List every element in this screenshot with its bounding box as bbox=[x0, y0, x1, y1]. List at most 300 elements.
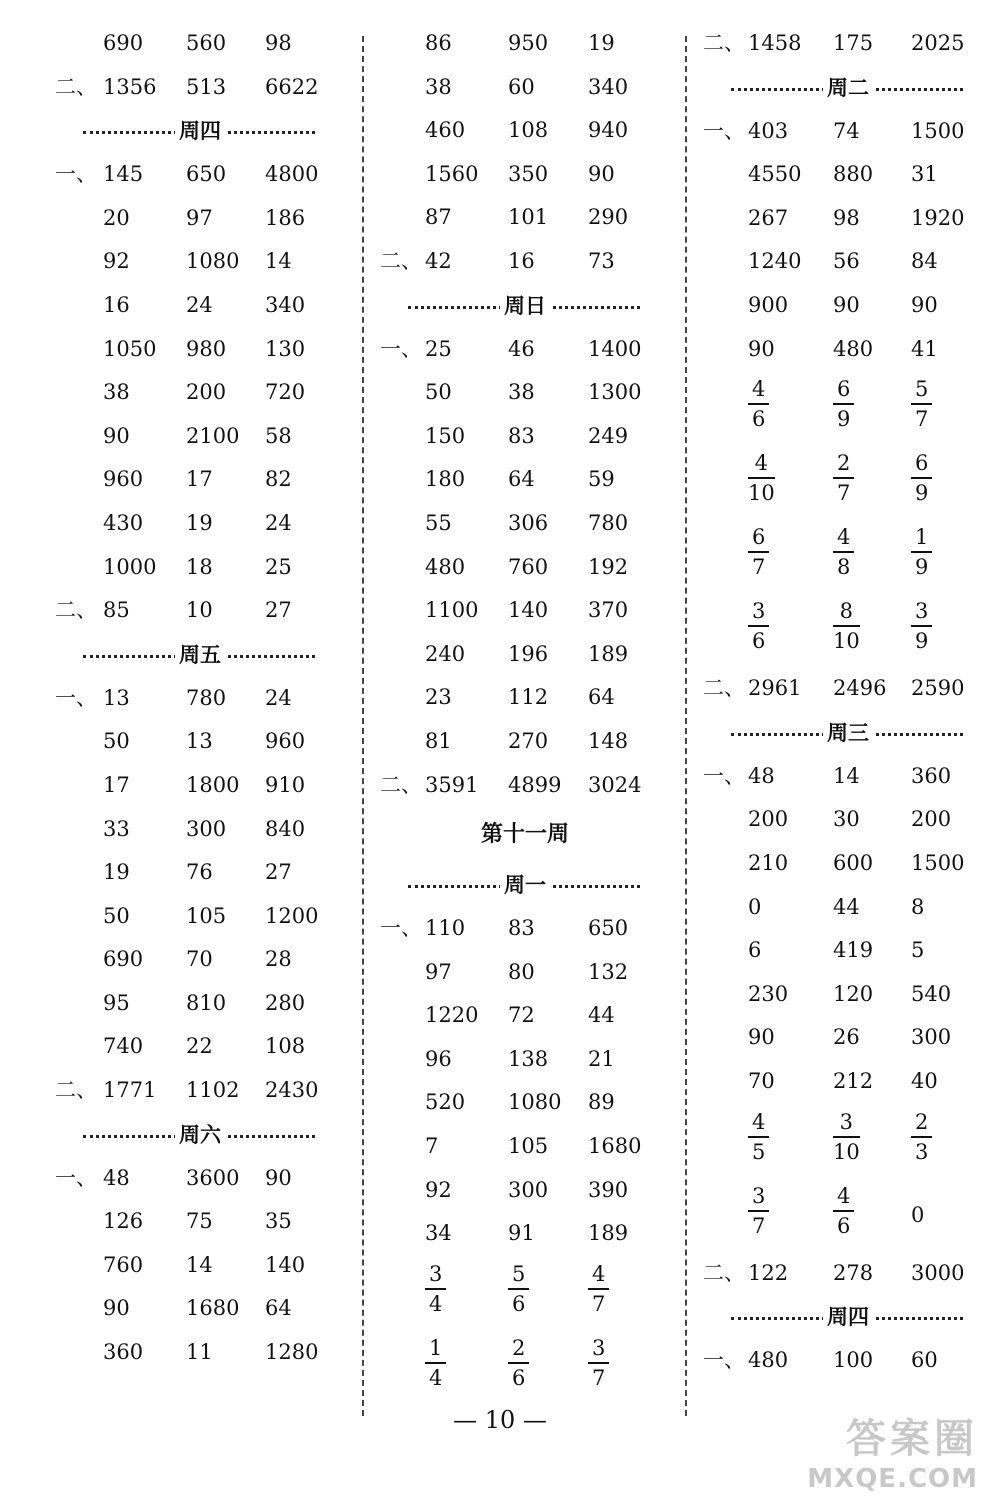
fraction-denominator: 6 bbox=[512, 1365, 526, 1390]
answer-cell bbox=[748, 445, 775, 505]
answer-cell: 19 bbox=[186, 510, 213, 535]
answer-cell bbox=[508, 1330, 529, 1390]
fraction-denominator: 9 bbox=[915, 481, 929, 506]
answer-cell: 76 bbox=[186, 860, 213, 885]
day-heading bbox=[55, 109, 345, 153]
answer-cell: 2025 bbox=[911, 31, 965, 55]
answer-row bbox=[55, 153, 345, 197]
fraction-numerator: 4 bbox=[748, 1110, 769, 1138]
answer-cell: 1200 bbox=[265, 903, 319, 928]
answer-column-3 bbox=[703, 22, 993, 1383]
fraction-numerator: 2 bbox=[911, 1110, 932, 1138]
answer-cell: 2590 bbox=[911, 676, 965, 701]
answer-cell: 85 bbox=[103, 598, 130, 623]
fraction bbox=[425, 1336, 446, 1390]
answer-row bbox=[55, 851, 345, 895]
answer-cell: 34 bbox=[425, 1221, 452, 1246]
answer-row bbox=[703, 1016, 993, 1060]
answer-cell: 540 bbox=[911, 981, 952, 1006]
fraction bbox=[911, 599, 932, 653]
answer-cell: 17 bbox=[186, 467, 213, 492]
answer-cell bbox=[833, 593, 860, 653]
answer-row bbox=[55, 1244, 345, 1288]
answer-cell: 64 bbox=[508, 467, 535, 492]
answer-cell: 24 bbox=[265, 510, 292, 535]
answer-cell: 48 bbox=[748, 763, 775, 788]
fraction bbox=[588, 1262, 609, 1316]
answer-row bbox=[380, 1038, 670, 1082]
answer-row bbox=[55, 720, 345, 764]
answer-row bbox=[703, 1252, 993, 1296]
answer-cell: 880 bbox=[833, 162, 874, 187]
answer-cell: 480 bbox=[425, 554, 466, 579]
answer-cell: 83 bbox=[508, 423, 535, 448]
answer-cell bbox=[748, 1104, 769, 1164]
section-marker: 一、 bbox=[55, 162, 97, 187]
page-number: — 10 — bbox=[453, 1406, 547, 1434]
answer-cell: 1560 bbox=[425, 161, 479, 186]
answer-cell bbox=[748, 519, 769, 579]
answer-row bbox=[380, 764, 670, 808]
fraction-denominator: 8 bbox=[837, 555, 851, 580]
dotted-leader bbox=[217, 131, 315, 134]
fraction bbox=[911, 451, 932, 505]
answer-cell: 2961 bbox=[748, 676, 802, 701]
answer-cell: 760 bbox=[103, 1252, 144, 1277]
answer-cell: 1100 bbox=[425, 598, 479, 623]
answer-cell: 360 bbox=[103, 1340, 144, 1365]
fraction-denominator: 6 bbox=[752, 407, 766, 432]
answer-cell: 81 bbox=[425, 728, 452, 753]
answer-row bbox=[55, 938, 345, 982]
answer-cell: 101 bbox=[508, 205, 549, 230]
answer-cell: 145 bbox=[103, 162, 144, 187]
answer-cell: 230 bbox=[748, 981, 789, 1006]
answer-cell: 90 bbox=[911, 292, 938, 317]
answer-cell: 98 bbox=[265, 31, 292, 55]
answer-cell bbox=[425, 1330, 446, 1390]
watermark-logo: 答案圈 bbox=[846, 1416, 978, 1462]
fraction-numerator: 4 bbox=[748, 451, 775, 479]
answer-cell: 1500 bbox=[911, 118, 965, 143]
fraction-denominator: 6 bbox=[752, 629, 766, 654]
answer-row bbox=[380, 196, 670, 240]
answer-cell: 189 bbox=[588, 641, 629, 666]
answer-cell: 760 bbox=[508, 554, 549, 579]
dotted-leader bbox=[408, 885, 508, 888]
answer-row bbox=[703, 240, 993, 284]
answer-row bbox=[380, 328, 670, 372]
answer-cell: 22 bbox=[186, 1034, 213, 1059]
answer-cell: 41 bbox=[911, 336, 938, 361]
answer-cell: 60 bbox=[508, 74, 535, 99]
answer-cell: 180 bbox=[425, 467, 466, 492]
answer-cell: 126 bbox=[103, 1209, 144, 1234]
dotted-leader bbox=[83, 655, 183, 658]
answer-cell: 650 bbox=[186, 162, 227, 187]
day-heading bbox=[703, 66, 993, 110]
answer-row bbox=[380, 1169, 670, 1213]
answer-cell: 780 bbox=[588, 510, 629, 535]
answer-cell: 1356 bbox=[103, 74, 157, 99]
answer-row bbox=[55, 328, 345, 372]
answer-cell: 112 bbox=[508, 685, 549, 710]
answer-row bbox=[703, 110, 993, 154]
answer-cell: 55 bbox=[425, 510, 452, 535]
answer-cell: 30 bbox=[833, 807, 860, 832]
answer-cell: 290 bbox=[588, 205, 629, 230]
answer-cell bbox=[508, 1256, 529, 1316]
fraction-numerator: 5 bbox=[911, 377, 932, 405]
answer-cell: 90 bbox=[265, 1165, 292, 1190]
section-marker: 二、 bbox=[703, 1260, 745, 1285]
day-label: 周二 bbox=[823, 76, 873, 100]
answer-row bbox=[703, 197, 993, 241]
dotted-leader bbox=[731, 88, 831, 91]
answer-row bbox=[380, 1125, 670, 1169]
answer-row bbox=[380, 153, 670, 197]
answer-cell: 1920 bbox=[911, 205, 965, 230]
answer-cell: 59 bbox=[588, 467, 615, 492]
answer-cell: 210 bbox=[748, 850, 789, 875]
answer-row bbox=[703, 22, 993, 66]
section-marker: 二、 bbox=[380, 248, 422, 273]
fraction bbox=[588, 1336, 609, 1390]
answer-cell: 1800 bbox=[186, 772, 240, 797]
answer-row bbox=[55, 284, 345, 328]
answer-cell: 70 bbox=[186, 947, 213, 972]
answer-cell: 122 bbox=[748, 1260, 789, 1285]
answer-cell bbox=[833, 445, 854, 505]
fraction-denominator: 9 bbox=[915, 555, 929, 580]
answer-cell: 0 bbox=[748, 894, 762, 919]
answer-row bbox=[55, 808, 345, 852]
fraction-numerator: 3 bbox=[588, 1336, 609, 1364]
watermark-site: MXQE.COM bbox=[807, 1464, 978, 1494]
answer-row bbox=[55, 371, 345, 415]
answer-row bbox=[55, 502, 345, 546]
answer-row bbox=[380, 546, 670, 590]
answer-cell: 105 bbox=[186, 903, 227, 928]
answer-cell: 38 bbox=[508, 380, 535, 405]
answer-row bbox=[55, 1200, 345, 1244]
fraction-numerator: 3 bbox=[748, 1184, 769, 1212]
answer-row bbox=[380, 1081, 670, 1125]
answer-cell: 25 bbox=[425, 336, 452, 361]
answer-cell: 1220 bbox=[425, 1003, 479, 1028]
answer-cell: 7 bbox=[425, 1134, 439, 1159]
answer-cell: 50 bbox=[103, 729, 130, 754]
answer-cell: 27 bbox=[265, 860, 292, 885]
day-label: 周六 bbox=[175, 1123, 225, 1147]
answer-cell: 390 bbox=[588, 1177, 629, 1202]
answer-cell: 200 bbox=[911, 807, 952, 832]
answer-cell: 60 bbox=[911, 1348, 938, 1373]
fraction-numerator: 2 bbox=[508, 1336, 529, 1364]
section-marker: 二、 bbox=[703, 31, 745, 55]
answer-cell: 130 bbox=[265, 336, 306, 361]
answer-row bbox=[55, 589, 345, 633]
answer-cell bbox=[911, 445, 932, 505]
answer-cell: 1102 bbox=[186, 1078, 240, 1103]
day-heading bbox=[55, 1113, 345, 1157]
answer-cell: 600 bbox=[833, 850, 874, 875]
answer-cell: 212 bbox=[833, 1068, 874, 1093]
answer-row bbox=[703, 519, 993, 593]
answer-cell: 3600 bbox=[186, 1165, 240, 1190]
answer-row bbox=[703, 153, 993, 197]
answer-cell: 360 bbox=[911, 763, 952, 788]
answer-cell: 350 bbox=[508, 161, 549, 186]
answer-cell: 1771 bbox=[103, 1078, 157, 1103]
answer-cell: 16 bbox=[103, 292, 130, 317]
answer-row bbox=[703, 929, 993, 973]
section-marker: 一、 bbox=[703, 1348, 745, 1373]
fraction bbox=[748, 377, 769, 431]
answer-cell: 90 bbox=[103, 1296, 130, 1321]
answer-cell: 84 bbox=[911, 249, 938, 274]
fraction-denominator: 6 bbox=[512, 1291, 526, 1316]
answer-cell: 14 bbox=[833, 763, 860, 788]
answer-cell: 200 bbox=[186, 380, 227, 405]
answer-row bbox=[703, 593, 993, 667]
answer-cell: 31 bbox=[911, 162, 938, 187]
answer-cell: 92 bbox=[425, 1177, 452, 1202]
answer-cell: 300 bbox=[186, 816, 227, 841]
answer-cell bbox=[748, 1178, 769, 1238]
answer-cell: 98 bbox=[833, 205, 860, 230]
answer-cell: 83 bbox=[508, 916, 535, 941]
section-marker: 一、 bbox=[55, 1165, 97, 1190]
answer-cell: 1240 bbox=[748, 249, 802, 274]
answer-row bbox=[55, 677, 345, 721]
answer-cell: 1458 bbox=[748, 31, 802, 55]
answer-row bbox=[380, 371, 670, 415]
dotted-leader bbox=[83, 131, 183, 134]
answer-cell: 740 bbox=[103, 1034, 144, 1059]
section-marker: 二、 bbox=[55, 598, 97, 623]
answer-cell bbox=[911, 371, 932, 431]
answer-cell: 1680 bbox=[186, 1296, 240, 1321]
answer-row bbox=[55, 1069, 345, 1113]
dotted-leader bbox=[83, 1135, 183, 1138]
answer-cell: 690 bbox=[103, 31, 144, 55]
fraction-numerator: 5 bbox=[508, 1262, 529, 1290]
answer-column-2 bbox=[380, 22, 670, 1404]
answer-row bbox=[55, 764, 345, 808]
fraction-numerator: 8 bbox=[833, 599, 860, 627]
answer-cell: 430 bbox=[103, 510, 144, 535]
fraction-numerator: 1 bbox=[425, 1336, 446, 1364]
answer-cell: 80 bbox=[508, 959, 535, 984]
answer-cell: 74 bbox=[833, 118, 860, 143]
fraction bbox=[833, 451, 854, 505]
answer-row bbox=[55, 458, 345, 502]
answer-row bbox=[55, 415, 345, 459]
fraction bbox=[748, 451, 775, 505]
answer-cell: 175 bbox=[833, 31, 874, 55]
answer-row bbox=[380, 66, 670, 110]
answer-cell: 13 bbox=[103, 685, 130, 710]
section-marker: 一、 bbox=[380, 336, 422, 361]
answer-cell: 189 bbox=[588, 1221, 629, 1246]
section-marker: 一、 bbox=[55, 685, 97, 710]
answer-row bbox=[703, 1060, 993, 1104]
answer-cell: 90 bbox=[748, 336, 775, 361]
answer-row bbox=[703, 1339, 993, 1383]
answer-row bbox=[703, 445, 993, 519]
answer-cell: 70 bbox=[748, 1068, 775, 1093]
answer-cell: 200 bbox=[748, 807, 789, 832]
answer-cell: 650 bbox=[588, 916, 629, 941]
answer-cell: 192 bbox=[588, 554, 629, 579]
answer-cell: 4550 bbox=[748, 162, 802, 187]
answer-cell: 90 bbox=[103, 423, 130, 448]
answer-cell: 340 bbox=[588, 74, 629, 99]
answer-cell: 38 bbox=[425, 74, 452, 99]
answer-row bbox=[55, 240, 345, 284]
section-marker: 一、 bbox=[703, 118, 745, 143]
answer-cell: 3591 bbox=[425, 772, 479, 797]
answer-cell: 138 bbox=[508, 1046, 549, 1071]
answer-cell: 8 bbox=[911, 894, 925, 919]
answer-row bbox=[55, 1157, 345, 1201]
answer-cell: 97 bbox=[186, 205, 213, 230]
answer-cell: 480 bbox=[833, 336, 874, 361]
answer-cell: 44 bbox=[588, 1003, 615, 1028]
fraction-denominator: 7 bbox=[592, 1365, 606, 1390]
answer-cell: 560 bbox=[186, 31, 227, 55]
answer-row bbox=[380, 240, 670, 284]
section-marker: 二、 bbox=[55, 74, 97, 99]
answer-row bbox=[380, 633, 670, 677]
answer-cell: 270 bbox=[508, 728, 549, 753]
answer-cell: 186 bbox=[265, 205, 306, 230]
answer-cell: 24 bbox=[186, 292, 213, 317]
fraction-denominator: 10 bbox=[748, 481, 775, 506]
answer-cell: 720 bbox=[265, 380, 306, 405]
answer-cell: 4800 bbox=[265, 162, 319, 187]
answer-cell: 1000 bbox=[103, 554, 157, 579]
dotted-leader bbox=[865, 1317, 963, 1320]
answer-row bbox=[703, 842, 993, 886]
answer-cell: 10 bbox=[186, 598, 213, 623]
answer-row bbox=[703, 667, 993, 711]
answer-cell: 14 bbox=[186, 1252, 213, 1277]
answer-cell: 18 bbox=[186, 554, 213, 579]
column-divider bbox=[362, 36, 364, 1416]
dotted-leader bbox=[408, 306, 508, 309]
dotted-leader bbox=[731, 733, 831, 736]
answer-cell: 64 bbox=[588, 685, 615, 710]
fraction bbox=[833, 525, 854, 579]
fraction-denominator: 7 bbox=[752, 1213, 766, 1238]
answer-cell: 23 bbox=[425, 685, 452, 710]
week-heading: 第十一周 bbox=[480, 822, 569, 848]
fraction bbox=[833, 377, 854, 431]
fraction-denominator: 7 bbox=[592, 1291, 606, 1316]
day-heading bbox=[703, 711, 993, 755]
answer-cell: 95 bbox=[103, 990, 130, 1015]
answer-cell: 89 bbox=[588, 1090, 615, 1115]
answer-cell: 17 bbox=[103, 772, 130, 797]
answer-cell bbox=[588, 1330, 609, 1390]
answer-cell: 280 bbox=[265, 990, 306, 1015]
answer-cell: 86 bbox=[425, 31, 452, 55]
answer-cell: 370 bbox=[588, 598, 629, 623]
answer-cell: 306 bbox=[508, 510, 549, 535]
answer-cell bbox=[911, 1104, 932, 1164]
answer-row bbox=[55, 1287, 345, 1331]
fraction-denominator: 10 bbox=[833, 1139, 860, 1164]
fraction-denominator: 7 bbox=[837, 481, 851, 506]
answer-cell: 1280 bbox=[265, 1340, 319, 1365]
answer-row bbox=[380, 589, 670, 633]
answer-cell: 148 bbox=[588, 728, 629, 753]
dotted-leader bbox=[865, 88, 963, 91]
answer-cell: 5 bbox=[911, 938, 925, 963]
answer-cell: 48 bbox=[103, 1165, 130, 1190]
day-heading bbox=[380, 863, 670, 907]
answer-cell bbox=[911, 593, 932, 653]
dotted-leader bbox=[542, 306, 640, 309]
answer-cell: 690 bbox=[103, 947, 144, 972]
day-heading bbox=[55, 633, 345, 677]
answer-row bbox=[380, 502, 670, 546]
answer-cell bbox=[748, 371, 769, 431]
answer-cell: 4899 bbox=[508, 772, 562, 797]
dotted-leader bbox=[217, 1135, 315, 1138]
fraction-denominator: 3 bbox=[915, 1139, 929, 1164]
answer-row bbox=[380, 907, 670, 951]
answer-cell: 780 bbox=[186, 685, 227, 710]
answer-cell: 21 bbox=[588, 1046, 615, 1071]
answer-row bbox=[703, 886, 993, 930]
answer-cell: 24 bbox=[265, 685, 292, 710]
answer-cell bbox=[833, 519, 854, 579]
answer-cell bbox=[425, 1256, 446, 1316]
answer-cell: 108 bbox=[265, 1034, 306, 1059]
answer-cell: 42 bbox=[425, 248, 452, 273]
answer-cell: 14 bbox=[265, 249, 292, 274]
answer-cell: 28 bbox=[265, 947, 292, 972]
answer-row bbox=[55, 546, 345, 590]
answer-cell: 3000 bbox=[911, 1260, 965, 1285]
answer-cell: 132 bbox=[588, 959, 629, 984]
answer-cell: 92 bbox=[103, 249, 130, 274]
answer-cell: 300 bbox=[911, 1025, 952, 1050]
answer-cell: 27 bbox=[265, 598, 292, 623]
answer-cell: 72 bbox=[508, 1003, 535, 1028]
answer-row bbox=[380, 458, 670, 502]
fraction-numerator: 4 bbox=[833, 525, 854, 553]
section-marker: 二、 bbox=[703, 676, 745, 701]
dotted-leader bbox=[542, 885, 640, 888]
answer-row bbox=[55, 982, 345, 1026]
answer-cell: 950 bbox=[508, 31, 549, 55]
answer-cell: 278 bbox=[833, 1260, 874, 1285]
answer-cell: 19 bbox=[103, 860, 130, 885]
answer-cell: 140 bbox=[265, 1252, 306, 1277]
fraction bbox=[911, 1110, 932, 1164]
answer-cell: 520 bbox=[425, 1090, 466, 1115]
fraction bbox=[833, 1110, 860, 1164]
answer-cell bbox=[833, 1178, 854, 1238]
answer-row bbox=[55, 895, 345, 939]
answer-cell: 6 bbox=[748, 938, 762, 963]
answer-cell: 1300 bbox=[588, 380, 642, 405]
answer-cell bbox=[833, 371, 854, 431]
